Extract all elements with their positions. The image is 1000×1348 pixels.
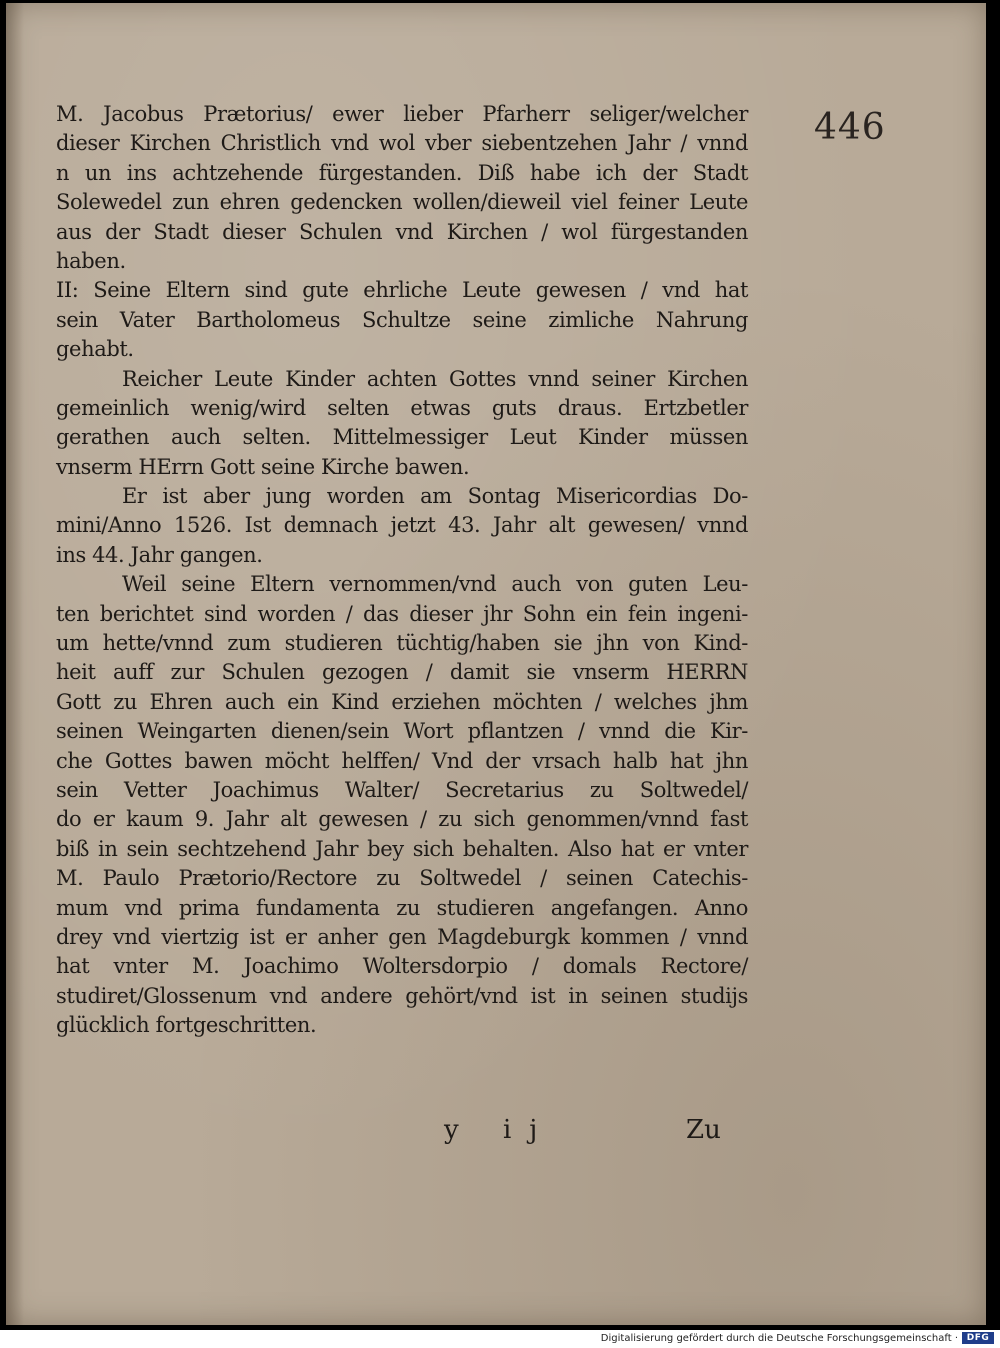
text-line: gehabt.	[56, 337, 134, 362]
text-line: do er kaum 9. Jahr alt gewesen / zu sich genommen/vnnd fast	[56, 807, 748, 832]
text-line: II: Seine Eltern sind gute ehrliche Leute gewesen / vnd hat	[56, 278, 748, 303]
catchword: Zu	[686, 1115, 721, 1145]
text-line: gerathen auch selten. Mittelmessiger Leut Kinder müssen	[56, 425, 748, 450]
text-line: glücklich fortgeschritten.	[56, 1013, 317, 1038]
signature-mark: y ij	[444, 1115, 556, 1145]
text-line: gemeinlich wenig/wird selten etwas guts draus. Ertzbetler	[56, 395, 748, 420]
text-line: sein Vater Bartholomeus Schultze seine zimliche Nahrung	[56, 307, 748, 332]
text-line: sein Vetter Joachimus Walter/ Secretarius zu Soltwedel/	[56, 777, 748, 802]
text-line: Er ist aber jung worden am Sontag Misericordias Do-	[122, 484, 748, 509]
text-line: M. Paulo Prætorio/Rectore zu Soltwedel / seinen Catechis-	[56, 866, 748, 891]
text-line: n un ins achtzehende fürgestanden. Diß habe ich der Stadt	[56, 160, 748, 185]
text-line: biß in sein sechtzehend Jahr bey sich behalten. Also hat er vnter	[56, 836, 748, 861]
funding-credit: Digitalisierung gefördert durch die Deutsche Forschungsgemeinschaft ·	[600, 1333, 958, 1344]
book-page	[6, 3, 986, 1325]
body-text	[56, 100, 748, 1041]
text-line: Gott zu Ehren auch ein Kind erziehen möchten / welches jhm	[56, 689, 748, 714]
text-line: ins 44. Jahr gangen.	[56, 542, 263, 567]
text-line: dieser Kirchen Christlich vnd wol vber siebentzehen Jahr / vnnd	[56, 131, 748, 156]
text-line: hat vnter M. Joachimo Woltersdorpio / domals Rectore/	[56, 954, 748, 979]
text-line: M. Jacobus Prætorius/ ewer lieber Pfarherr seliger/welcher	[56, 102, 748, 126]
text-line: mini/Anno 1526. Ist demnach jetzt 43. Jahr alt gewesen/ vnnd	[56, 513, 748, 538]
text-line: aus der Stadt dieser Schulen vnd Kirchen / wol fürgestanden	[56, 219, 748, 244]
text-line: vnserm HErrn Gott seine Kirche bawen.	[56, 454, 470, 479]
text-line: drey vnd viertzig ist er anher gen Magdeburgk kommen / vnnd	[56, 924, 748, 949]
text-line: um hette/vnnd zum studieren tüchtig/haben sie jhn von Kind-	[56, 631, 748, 656]
page-footer	[6, 1115, 986, 1155]
text-line: mum vnd prima fundamenta zu studieren angefangen. Anno	[56, 895, 748, 920]
text-line: che Gottes bawen möcht helffen/ Vnd der vrsach halb hat jhn	[56, 748, 748, 773]
text-line: studiret/Glossenum vnd andere gehört/vnd ist in seinen studijs	[56, 983, 748, 1008]
page-number: 446	[814, 107, 886, 148]
text-line: Reicher Leute Kinder achten Gottes vnnd seiner Kirchen	[122, 366, 748, 391]
text-line: Weil seine Eltern vernommen/vnd auch von guten Leu-	[122, 572, 748, 597]
text-line: heit auff zur Schulen gezogen / damit sie vnserm HERRN	[56, 660, 748, 685]
dfg-logo-icon: DFG	[962, 1332, 994, 1344]
text-line: ten berichtet sind worden / das dieser jhr Sohn ein fein ingeni-	[56, 601, 748, 626]
text-line: Solewedel zun ehren gedencken wollen/dieweil viel feiner Leute	[56, 190, 748, 215]
text-line: haben.	[56, 248, 126, 273]
text-line: seinen Weingarten dienen/sein Wort pflantzen / vnnd die Kir-	[56, 719, 748, 744]
